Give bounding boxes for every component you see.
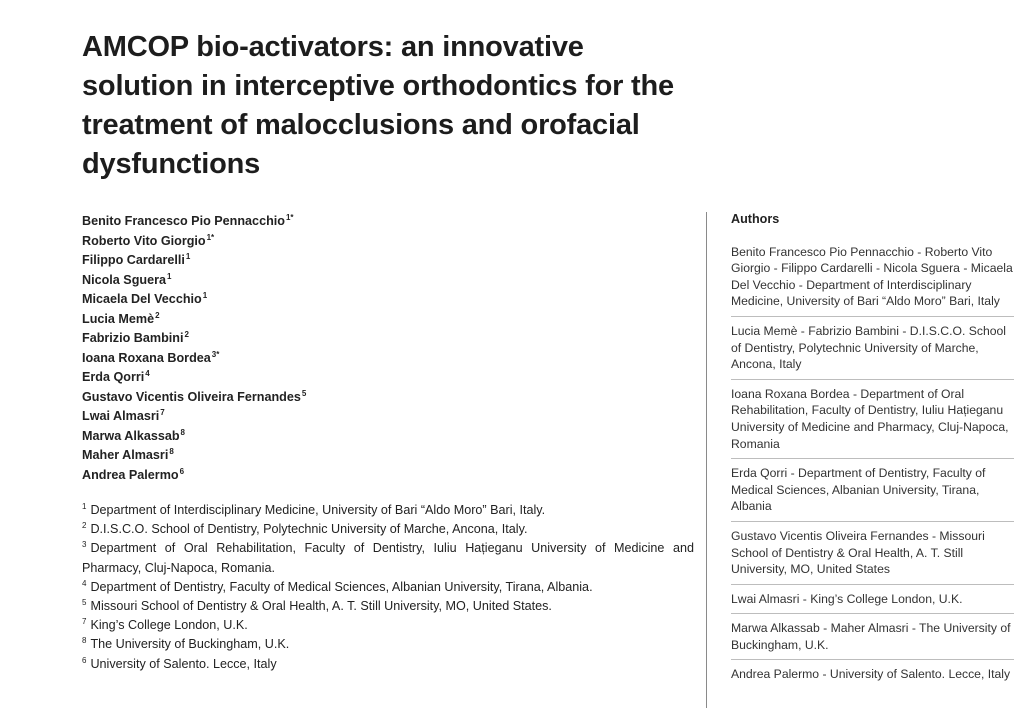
affiliation-number: 7 bbox=[82, 617, 87, 627]
sidebar-author-block: Ioana Roxana Bordea - Department of Oral Rehabilitation, Faculty of Dentistry, Iuliu Hațieganu University of Medicine and Pharmacy, Cluj-Napoca, Romania bbox=[731, 386, 1014, 459]
affiliation-text: University of Salento. Lecce, Italy bbox=[90, 656, 277, 671]
sidebar-heading: Authors bbox=[731, 212, 780, 226]
author-name: Fabrizio Bambini bbox=[82, 331, 184, 345]
author-affiliation-marker: 2 bbox=[184, 330, 189, 339]
author-entry bbox=[82, 446, 502, 466]
sidebar-author-block: Benito Francesco Pio Pennacchio - Roberto Vito Giorgio - Filippo Cardarelli - Nicola Sguera - Micaela Del Vecchio - Department of Interdisciplinary Medicine, University of Bari “Aldo Moro” Bari, Italy bbox=[731, 244, 1014, 317]
affiliation-number: 4 bbox=[82, 578, 87, 588]
author-list bbox=[82, 212, 502, 485]
author-affiliation-marker: 7 bbox=[160, 408, 165, 417]
author-affiliation-marker: 8 bbox=[169, 447, 174, 456]
author-name: Nicola Sguera bbox=[82, 272, 166, 287]
affiliation-text: Department of Dentistry, Faculty of Medical Sciences, Albanian University, Tirana, Albania. bbox=[90, 579, 593, 594]
author-name: Marwa Alkassab bbox=[82, 428, 180, 443]
author-name: Roberto Vito Giorgio bbox=[82, 233, 206, 248]
author-entry bbox=[82, 388, 502, 408]
affiliation-text: King’s College London, U.K. bbox=[90, 618, 248, 633]
author-entry bbox=[82, 290, 502, 310]
author-affiliation-marker: 6 bbox=[179, 466, 185, 476]
author-entry bbox=[82, 271, 502, 291]
affiliation-number: 6 bbox=[82, 655, 87, 665]
affiliation-text: The University of Buckingham, U.K. bbox=[90, 637, 290, 652]
author-entry bbox=[82, 466, 502, 486]
author-affiliation-marker: 3* bbox=[211, 349, 220, 359]
affiliation-entry bbox=[82, 635, 694, 654]
affiliation-entry bbox=[82, 616, 694, 635]
affiliation-entry bbox=[82, 501, 694, 520]
sidebar-author-block: Lucia Memè - Fabrizio Bambini - D.I.S.C.O. School of Dentistry, Polytechnic University of Marche, Ancona, Italy bbox=[731, 323, 1014, 380]
author-name: Gustavo Vicentis Oliveira Fernandes bbox=[82, 389, 301, 404]
author-entry bbox=[82, 329, 502, 349]
author-affiliation-marker: 1* bbox=[285, 213, 294, 222]
affiliation-number: 8 bbox=[82, 636, 87, 646]
sidebar-author-block: Marwa Alkassab - Maher Almasri - The University of Buckingham, U.K. bbox=[731, 620, 1014, 660]
author-name: Lucia Memè bbox=[82, 311, 155, 326]
author-affiliation-marker: 2 bbox=[155, 310, 160, 320]
author-affiliation-marker: 1 bbox=[202, 291, 208, 300]
author-entry bbox=[82, 427, 502, 447]
author-affiliation-marker: 4 bbox=[145, 369, 150, 378]
author-affiliation-marker: 1* bbox=[206, 232, 215, 242]
author-entry bbox=[82, 232, 502, 252]
author-name: Lwai Almasri bbox=[82, 409, 160, 423]
author-entry bbox=[82, 310, 502, 330]
authors-sidebar bbox=[731, 211, 1014, 695]
author-affiliation-marker: 1 bbox=[185, 252, 191, 261]
author-name: Ioana Roxana Bordea bbox=[82, 350, 211, 365]
author-entry bbox=[82, 251, 502, 271]
author-entry bbox=[82, 368, 502, 388]
author-name: Maher Almasri bbox=[82, 448, 169, 462]
sidebar-author-block: Andrea Palermo - University of Salento. Lecce, Italy bbox=[731, 667, 1011, 682]
author-affiliation-marker: 5 bbox=[301, 388, 307, 398]
author-name: Andrea Palermo bbox=[82, 467, 179, 482]
sidebar-author-block: Lwai Almasri - King’s College London, U.K. bbox=[731, 591, 1014, 615]
author-affiliation-marker: 8 bbox=[180, 427, 185, 437]
affiliation-text: Missouri School of Dentistry & Oral Health, A. T. Still University, MO, United States. bbox=[90, 599, 552, 614]
affiliation-number: 3 bbox=[82, 540, 87, 550]
sidebar-author-block: Gustavo Vicentis Oliveira Fernandes - Missouri School of Dentistry & Oral Health, A. T. Still University, MO, United States bbox=[731, 528, 1014, 585]
affiliation-number: 5 bbox=[82, 598, 87, 608]
affiliation-text: Department of Oral Rehabilitation, Faculty of Dentistry, Iuliu Hațieganu University of Medicine and Pharmacy, Cluj-Napoca, Romania. bbox=[82, 541, 694, 575]
affiliation-entry bbox=[82, 655, 694, 674]
column-divider bbox=[706, 212, 707, 708]
author-entry bbox=[82, 407, 502, 427]
affiliation-entry bbox=[82, 597, 694, 616]
affiliation-number: 1 bbox=[82, 502, 87, 511]
affiliation-entry bbox=[82, 539, 694, 577]
affiliation-list bbox=[82, 501, 694, 674]
author-entry bbox=[82, 212, 502, 232]
author-name: Micaela Del Vecchio bbox=[82, 292, 202, 306]
author-name: Erda Qorri bbox=[82, 370, 145, 384]
author-name: Filippo Cardarelli bbox=[82, 253, 185, 267]
paper-title: AMCOP bio-activators: an innovative solution in interceptive orthodontics for the treatment of malocclusions and orofacial dysfunctions bbox=[82, 31, 674, 180]
affiliation-number: 2 bbox=[82, 521, 87, 531]
affiliation-text: D.I.S.C.O. School of Dentistry, Polytechnic University of Marche, Ancona, Italy. bbox=[90, 522, 528, 537]
sidebar-author-block: Erda Qorri - Department of Dentistry, Faculty of Medical Sciences, Albanian University, Tirana, Albania bbox=[731, 465, 1014, 522]
affiliation-text: Department of Interdisciplinary Medicine, University of Bari “Aldo Moro” Bari, Italy. bbox=[90, 503, 546, 517]
author-entry bbox=[82, 349, 502, 369]
author-affiliation-marker: 1 bbox=[167, 271, 172, 281]
affiliation-entry bbox=[82, 520, 694, 539]
affiliation-entry bbox=[82, 578, 694, 597]
author-name: Benito Francesco Pio Pennacchio bbox=[82, 214, 285, 228]
